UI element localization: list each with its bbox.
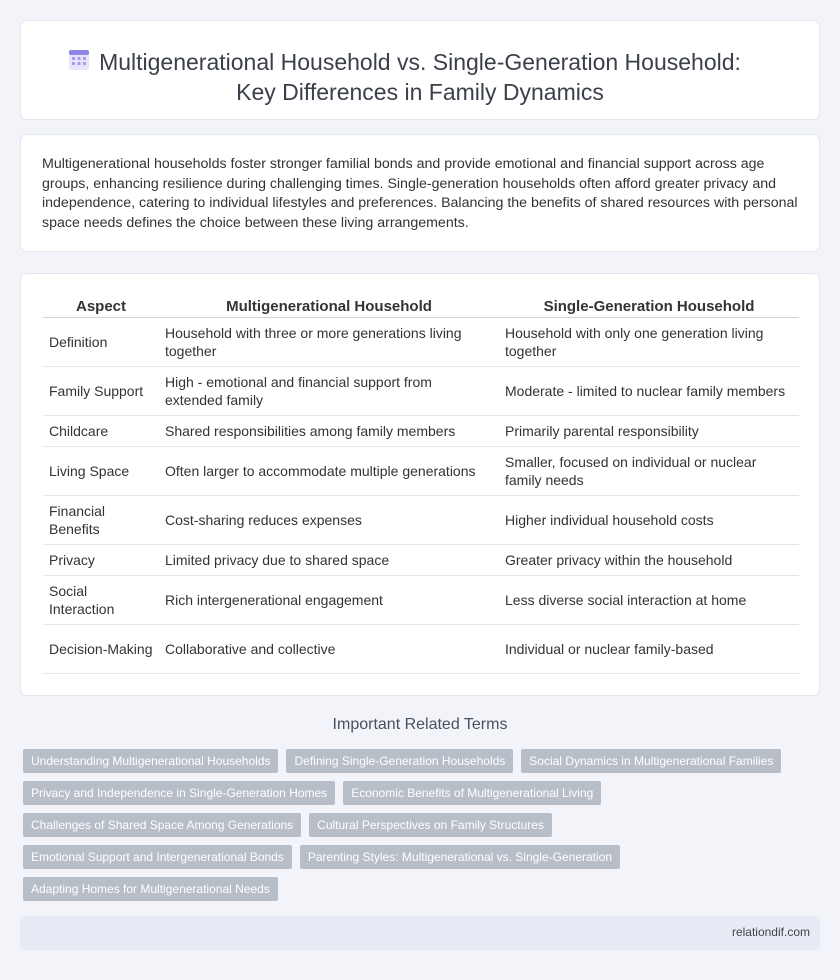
single-generation-cell: Primarily parental responsibility [499,416,799,447]
footer [20,916,820,950]
aspect-cell: Family Support [43,367,159,416]
page-title [99,47,741,107]
single-generation-cell: Moderate - limited to nuclear family members [499,367,799,416]
table-row [43,318,799,367]
table-row [43,576,799,625]
aspect-cell: Definition [43,318,159,367]
multigenerational-cell: Collaborative and collective [159,625,499,674]
aspect-cell: Financial Benefits [43,496,159,545]
single-generation-cell: Higher individual household costs [499,496,799,545]
related-term-tag[interactable]: Economic Benefits of Multigenerational Living [343,781,601,805]
multigenerational-cell: High - emotional and financial support from extended family [159,367,499,416]
page-title-line-2: Key Differences in Family Dynamics [236,79,604,105]
intro-paragraph: Multigenerational households foster stronger familial bonds and provide emotional and financial support across age groups, enhancing resilience during challenging times. Single-generation households often afford greater privacy and independence, catering to individual lifestyles and preferences. Balancing the benefits of shared resources with personal space needs defines the choice between these living arrangements. [42,156,798,231]
related-term-tag[interactable]: Social Dynamics in Multigenerational Families [521,749,781,773]
aspect-cell: Privacy [43,545,159,576]
related-term-tag[interactable]: Cultural Perspectives on Family Structures [309,813,552,837]
single-generation-cell: Greater privacy within the household [499,545,799,576]
multigenerational-cell: Limited privacy due to shared space [159,545,499,576]
table-row [43,625,799,674]
single-generation-cell: Individual or nuclear family-based [499,625,799,674]
single-generation-cell: Less diverse social interaction at home [499,576,799,625]
single-generation-cell: Smaller, focused on individual or nuclear family needs [499,447,799,496]
header-single-generation: Single-Generation Household [499,296,799,318]
related-term-tag[interactable]: Defining Single-Generation Households [286,749,513,773]
related-terms-list [23,749,803,909]
multigenerational-cell: Rich intergenerational engagement [159,576,499,625]
aspect-cell: Decision-Making [43,625,159,674]
multigenerational-cell: Household with three or more generations living together [159,318,499,367]
multigenerational-cell: Often larger to accommodate multiple generations [159,447,499,496]
intro-card [20,134,820,252]
footer-site-link[interactable]: relationdif.com [731,925,810,939]
related-terms-heading: Important Related Terms [332,716,508,733]
single-generation-cell: Household with only one generation living together [499,318,799,367]
header-aspect: Aspect [43,296,159,318]
table-row [43,447,799,496]
header-multigenerational: Multigenerational Household [159,296,499,318]
aspect-cell: Living Space [43,447,159,496]
related-term-tag[interactable]: Parenting Styles: Multigenerational vs. Single-Generation [300,845,620,869]
multigenerational-cell: Shared responsibilities among family members [159,416,499,447]
table-header-row [43,296,799,318]
related-term-tag[interactable]: Challenges of Shared Space Among Generations [23,813,301,837]
comparison-table [43,296,799,674]
aspect-cell: Childcare [43,416,159,447]
related-term-tag[interactable]: Understanding Multigenerational Households [23,749,278,773]
related-term-tag[interactable]: Emotional Support and Intergenerational Bonds [23,845,292,869]
page-title-line-1: Multigenerational Household vs. Single-Generation Household: [99,49,741,75]
multigenerational-cell: Cost-sharing reduces expenses [159,496,499,545]
comparison-card [20,273,820,696]
table-row [43,367,799,416]
table-row [43,545,799,576]
table-row [43,496,799,545]
related-term-tag[interactable]: Adapting Homes for Multigenerational Needs [23,877,278,901]
aspect-cell: Social Interaction [43,576,159,625]
title-card [20,20,820,120]
related-term-tag[interactable]: Privacy and Independence in Single-Generation Homes [23,781,335,805]
table-row [43,416,799,447]
